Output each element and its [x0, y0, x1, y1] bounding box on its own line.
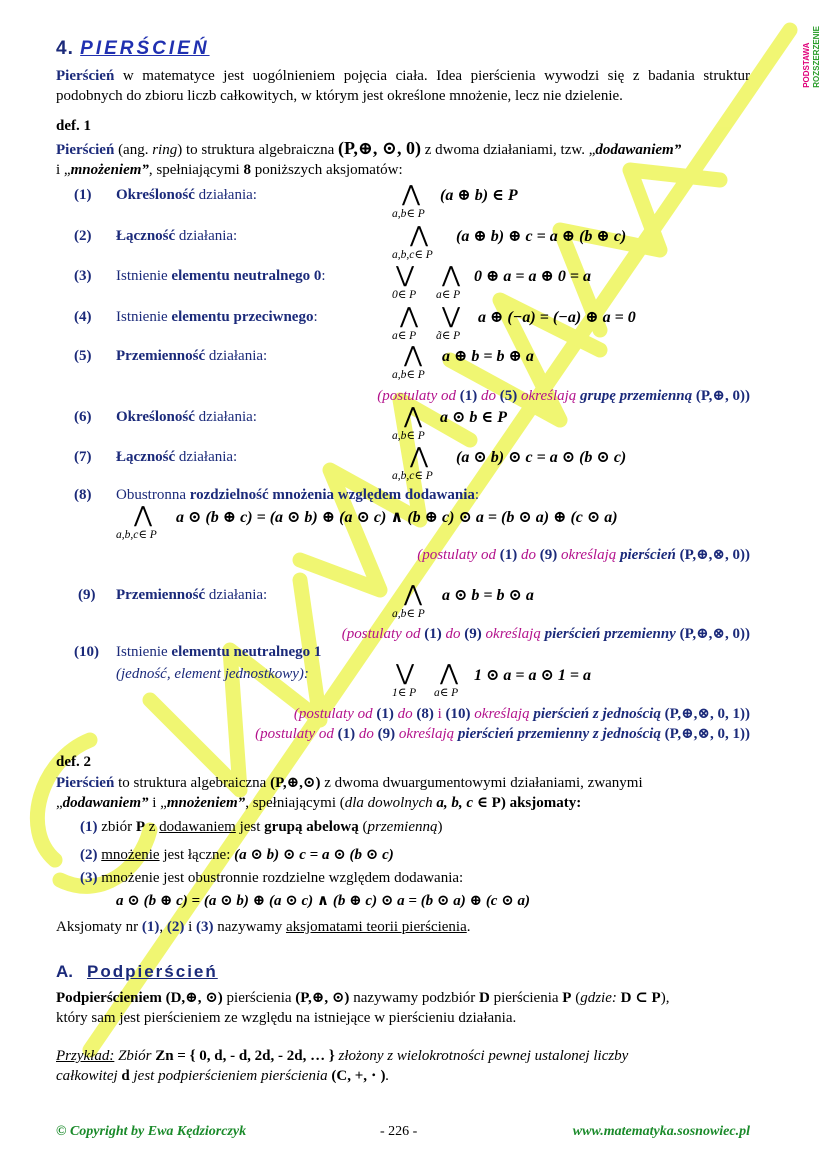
def2-item-3: (3) mnożenie jest obustronnie rozdzielne względem dodawania:: [80, 870, 464, 886]
subsection-heading: A. Podpierścień: [56, 962, 218, 981]
footer-copyright: © Copyright by Ewa Kędziorczyk: [56, 1124, 247, 1139]
subring-definition: Podpierścieniem (D,⊕, ⊙) pierścienia (P,⊕, ⊙) nazywamy podzbiór D pierścienia P (gdzie: D ⊂ P), który sam jest pierścieniem ze względu na istniejące w pierścieniu działania.: [56, 990, 670, 1026]
note-ring-unity: (postulaty od (1) do (8) i (10) określają pierścień z jednością (P,⊕,⊗, 0, 1)): [293, 706, 750, 722]
def2-label: def. 2: [56, 754, 91, 770]
def1-text: Pierścień (ang. ring) to struktura algebraiczna (P,⊕, ⊙, 0) z dwoma działaniami, tzw. „dodawaniem” i „mnożeniem”, spełniającymi 8 poniższych aksjomatów:: [56, 138, 682, 178]
page-number: - 226 -: [380, 1124, 418, 1139]
def2-conclusion: Aksjomaty nr (1), (2) i (3) nazywamy aksjomatami teorii pierścienia.: [56, 919, 471, 935]
intro-paragraph: Pierścień w matematyce jest uogólnieniem pojęcia ciała. Idea pierścienia wywodzi się z badania struktur podobnych do zbioru liczb całkowitych, w którym jest określone mnożenie, lecz nie dzielenie.: [56, 68, 750, 104]
footer-site-link[interactable]: www.matematyka.sosnowiec.pl: [572, 1124, 750, 1139]
section-heading: 4. PIERŚCIEŃ: [56, 38, 210, 59]
example: Przykład: Zbiór Zn = { 0, d, - d, 2d, - 2d, … } złożony z wielokrotności pewnej ustalonej liczby całkowitej d jest podpierścieniem pierścienia (C, +, ⋅ ).: [56, 1048, 629, 1084]
note-ring: (postulaty od (1) do (9) określają pierścień (P,⊕,⊗, 0)): [417, 547, 750, 563]
def2-item-2: (2) mnożenie jest łączne: (a ⊙ b) ⊙ c = a ⊙ (b ⊙ c): [80, 847, 394, 863]
def2-item-3-formula: a ⊙ (b ⊕ c) = (a ⊙ b) ⊕ (a ⊙ c) ∧ (b ⊕ c) ⊙ a = (b ⊙ a) ⊕ (c ⊙ a): [116, 893, 531, 909]
note-commutative-ring: (postulaty od (1) do (9) określają pierścień przemienny (P,⊕,⊗, 0)): [341, 626, 750, 642]
section-title: PIERŚCIEŃ: [80, 38, 210, 59]
note-group: (postulaty od (1) do (5) określają grupę przemienną (P,⊕, 0)): [377, 388, 750, 404]
note-commutative-ring-unity: (postulaty od (1) do (9) określają pierścień przemienny z jednością (P,⊕,⊗, 0, 1)): [255, 726, 750, 742]
def2-text: Pierścień to struktura algebraiczna (P,⊕,⊙) z dwoma dwuargumentowymi działaniami, zwanymi „dodawaniem” i „mnożeniem”, spełniającymi (dla dowolnych a, b, c ∈ P) aksjomaty:: [56, 775, 643, 811]
def1-label: def. 1: [56, 118, 91, 134]
def2-item-1: (1) zbiór P z dodawaniem jest grupą abelową (przemienną): [80, 819, 443, 835]
side-label: PODSTAWA ROZSZERZENIE: [802, 26, 821, 88]
